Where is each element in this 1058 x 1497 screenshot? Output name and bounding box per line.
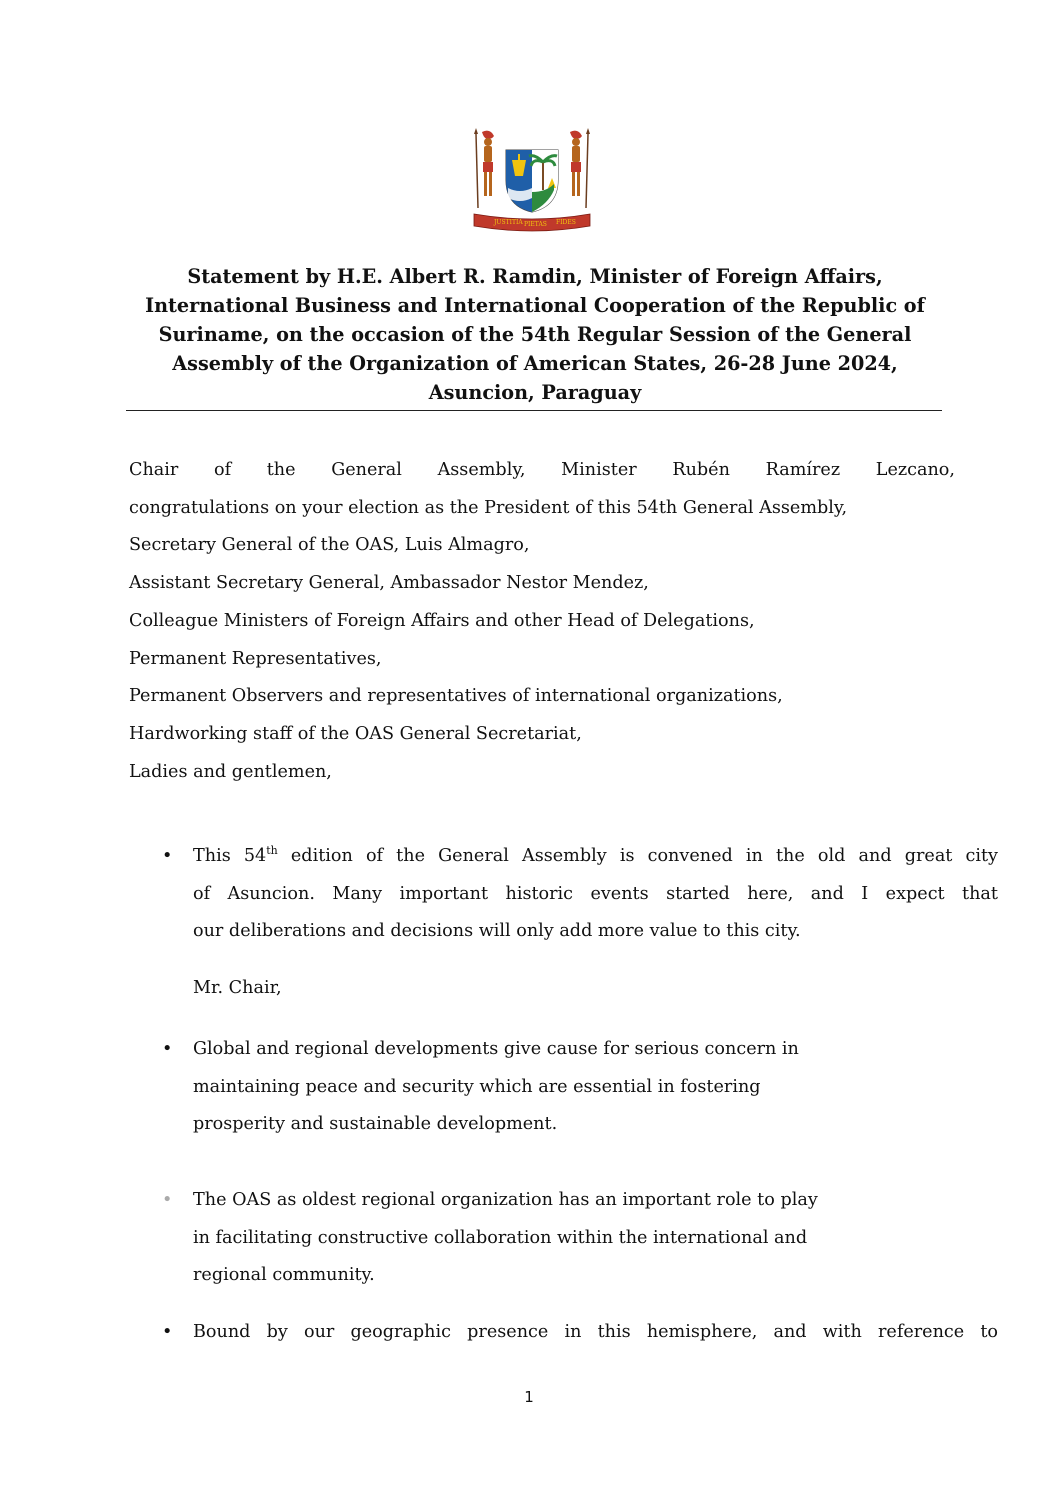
salutation-line: Permanent Observers and representatives of international organizations,: [129, 686, 783, 707]
title-line: Assembly of the Organization of American States, 26-28 June 2024,: [172, 352, 898, 375]
bullet-line: maintaining peace and security which are essential in fostering: [193, 1076, 761, 1097]
ordinal-suffix: th: [266, 844, 278, 858]
bullet-paragraph: [162, 1031, 998, 1144]
bullet-line: of Asuncion. Many important historic events started here, and I expect that: [193, 883, 998, 904]
bullet-paragraph: [162, 1314, 998, 1352]
salutation-line: congratulations on your election as the President of this 54th General Assembly,: [129, 497, 848, 518]
salutation-line: Assistant Secretary General, Ambassador Nestor Mendez,: [129, 573, 649, 594]
bullet-line: Bound by our geographic presence in this hemisphere, and with reference to: [193, 1322, 998, 1342]
salutation-line: Ladies and gentlemen,: [129, 761, 332, 782]
title-line: Statement by H.E. Albert R. Ramdin, Minister of Foreign Affairs,: [187, 265, 883, 288]
mr-chair-address: Mr. Chair,: [193, 978, 282, 998]
salutation-line: Chair of the General Assembly, Minister Rubén Ramírez Lezcano,: [129, 460, 955, 480]
svg-text:PIETAS: PIETAS: [524, 221, 547, 228]
svg-text:FIDES: FIDES: [556, 219, 576, 226]
salutations-block: [129, 452, 955, 791]
salutation-line: Colleague Ministers of Foreign Affairs and other Head of Delegations,: [129, 610, 755, 631]
statement-title: [120, 262, 950, 407]
salutation-line: Permanent Representatives,: [129, 648, 382, 669]
title-divider: [126, 410, 942, 411]
bullet-marker: •: [162, 846, 173, 866]
bullet-text-segment: This 54: [193, 846, 267, 866]
bullet-marker: •: [162, 1322, 173, 1342]
bullet-line: The OAS as oldest regional organization has an important role to play: [193, 1190, 818, 1210]
page-number: 1: [524, 1388, 534, 1406]
suriname-coat-of-arms: [468, 128, 596, 232]
bullet-paragraph: [162, 838, 998, 951]
bullet-text-segment: edition of the General Assembly is convened in the old and great city: [277, 846, 998, 866]
bullet-line: regional community.: [193, 1265, 375, 1286]
bullet-line: our deliberations and decisions will only add more value to this city.: [193, 921, 801, 942]
bullet-marker: •: [162, 1190, 173, 1210]
bullet-line: Global and regional developments give cause for serious concern in: [193, 1039, 799, 1059]
bullet-line: [193, 838, 998, 876]
salutation-line: Hardworking staff of the OAS General Secretariat,: [129, 723, 582, 744]
svg-text:JUSTITIA: JUSTITIA: [494, 219, 523, 226]
bullet-line: prosperity and sustainable development.: [193, 1114, 558, 1135]
bullet-marker: •: [162, 1039, 173, 1059]
title-line: Asuncion, Paraguay: [428, 381, 642, 404]
title-line: International Business and International Cooperation of the Republic of: [145, 294, 925, 317]
salutation-line: Secretary General of the OAS, Luis Almagro,: [129, 535, 530, 556]
bullet-paragraph: [162, 1182, 998, 1295]
bullet-line: in facilitating constructive collaboration within the international and: [193, 1227, 808, 1248]
title-line: Suriname, on the occasion of the 54th Regular Session of the General: [158, 323, 912, 346]
